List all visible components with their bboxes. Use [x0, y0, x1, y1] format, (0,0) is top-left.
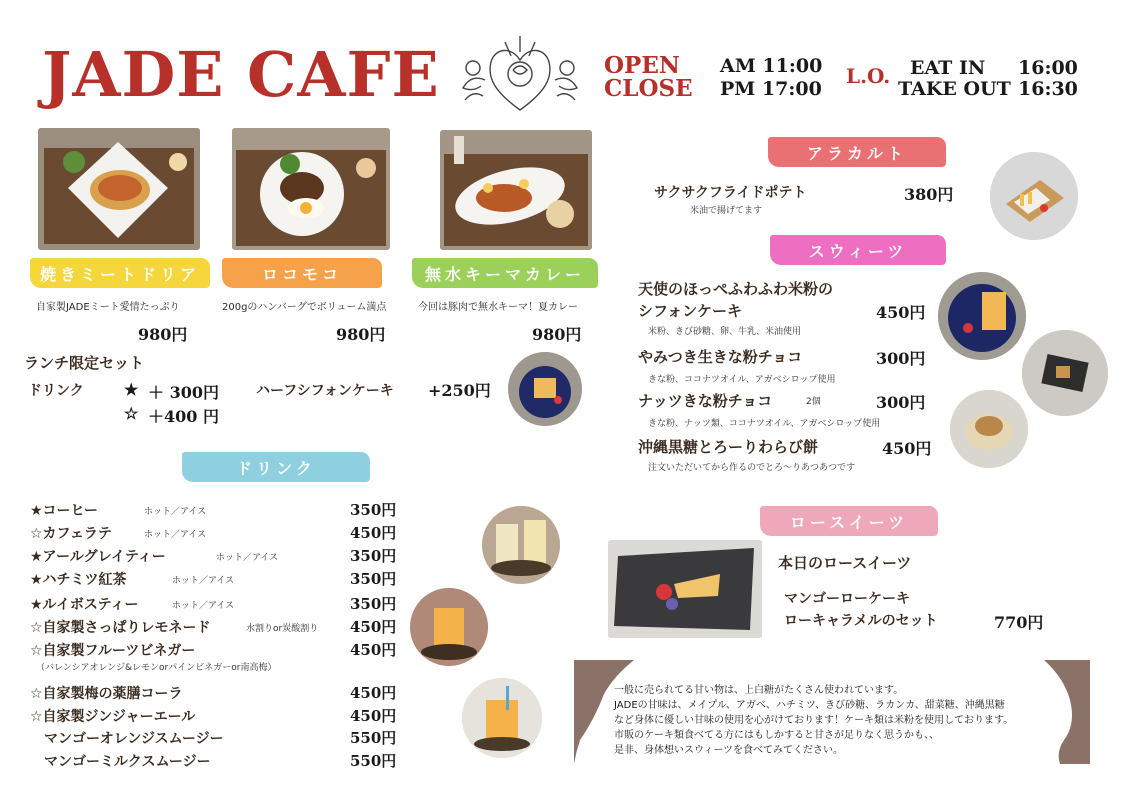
note-line: JADEの甘味は、メイプル、アガベ、ハチミツ、きび砂糖、ラカンカ、甜菜糖、沖縄黒糖 [614, 700, 1005, 711]
note-line: 是非、身体想いスウィーツを食べてみてください。 [614, 745, 843, 756]
raw-sweets-title: ロースイーツ [789, 512, 909, 532]
chiffon-price: 450円 [876, 303, 926, 322]
sweetener-note [614, 683, 1064, 758]
lunch-keema-name: 無水キーマカレー [424, 264, 585, 284]
drink-price: 350円 [350, 570, 397, 588]
close-label: CLOSE [604, 75, 693, 102]
raw-sweets-line1: マンゴーローケーキ [784, 591, 910, 607]
drink-price: 350円 [350, 547, 397, 565]
drink-name: ☆自家製ジンジャーエール [30, 709, 196, 725]
drink-row [30, 749, 400, 771]
drink-price: 350円 [350, 501, 397, 519]
drink-price: 450円 [350, 641, 397, 659]
note-line: など身体に優しい甘味の使用を心がけております！ケーキ類は米粉を使用しております。 [614, 715, 1014, 726]
doria-photo [38, 128, 200, 250]
chiffon-name-line1: 天使のほっぺふわふわ米粉の [638, 280, 834, 298]
drink-row [30, 592, 400, 614]
cafe-brand-title: JADE CAFE [42, 38, 440, 111]
drink-price: 550円 [350, 752, 397, 770]
drink-row [30, 704, 400, 726]
fried-potato-price: 380円 [904, 185, 954, 204]
drink-type: ホット／アイス [216, 553, 279, 563]
fried-potato-name: サクサクフライドポテト [654, 185, 807, 201]
drink-price: 450円 [350, 707, 397, 725]
raw-sweets-line2: ローキャラメルのセット [784, 613, 938, 629]
fried-potato-photo [990, 152, 1078, 240]
vinegar-flavor-note: （バレンシアオレンジ&レモンorパインビネガーor南高梅） [36, 663, 277, 673]
sweets-title: スウィーツ [808, 241, 908, 261]
black-star-plus-price: ＋ 300円 [148, 383, 219, 402]
note-line: 市販のケーキ類食べてる方にはもしかすると甘さが足りなく思うかも、、 [614, 730, 939, 741]
lunch-locomoco-price: 980円 [336, 325, 386, 344]
drink-name: マンゴーオレンジスムージー [44, 731, 224, 747]
lunch-doria-price: 980円 [138, 325, 188, 344]
lunch-locomoco-name: ロコモコ [261, 264, 342, 284]
lunch-keema-banner [412, 258, 598, 288]
half-chiffon-label: ハーフシフォンケーキ [256, 383, 394, 399]
alacarte-banner [768, 137, 946, 167]
lunch-keema-desc: 今回は豚肉で無水キーマ！夏カレー [418, 302, 578, 313]
lunch-set-drink-label: ドリンク [28, 383, 84, 399]
fried-potato-note: 米油で揚げてます [690, 206, 763, 216]
note-line: 一般に売られてる甘い物は、上白糖がたくさん使われています。 [614, 685, 904, 696]
drink-name: ★アールグレイティー [30, 549, 166, 565]
raw-sweets-today: 本日のロースイーツ [778, 554, 912, 572]
drink-row [30, 681, 400, 703]
drink-name: ★ルイボスティー [30, 597, 139, 613]
warabi-mochi-photo [950, 390, 1028, 468]
keema-curry-photo [440, 130, 592, 250]
black-star-mark: ★ [124, 380, 139, 399]
drink-price: 450円 [350, 684, 397, 702]
white-star-mark: ☆ [124, 404, 139, 423]
warabi-mochi-note: 注文いただいてから作るのでとろ～りあつあつです [648, 463, 856, 473]
drink-name: ☆カフェラテ [30, 526, 112, 542]
drink-section-title: ドリンク [236, 458, 316, 478]
lunch-doria-name: 焼きミートドリア [39, 264, 200, 284]
warabi-mochi-name: 沖縄黒糖とろーりわらび餅 [638, 438, 819, 456]
nuts-choco-count: 2個 [806, 397, 821, 407]
drink-row [30, 498, 400, 520]
drink-name: ☆自家製さっぱりレモネード [30, 620, 211, 636]
raw-sweets-banner [760, 506, 938, 536]
eat-in-label: EAT IN [910, 57, 986, 79]
drink-name: ★ハチミツ紅茶 [30, 572, 127, 588]
drink-price: 450円 [350, 524, 397, 542]
take-out-time: 16:30 [1018, 78, 1078, 100]
drink-type: ホット／アイス [144, 507, 207, 517]
kinako-choco-note: きな粉、ココナツオイル、アガベシロップ使用 [648, 375, 836, 385]
drink-price: 450円 [350, 618, 397, 636]
open-label: OPEN [604, 52, 680, 79]
sweets-banner [770, 235, 946, 265]
lunch-doria-banner [30, 258, 210, 288]
alacarte-title: アラカルト [806, 143, 907, 163]
half-chiffon-photo [508, 352, 582, 426]
drink-row [30, 544, 400, 566]
drink-name: ★コーヒー [30, 503, 98, 519]
vinegar-drink-photo [410, 588, 488, 666]
drink-name: ☆自家製梅の薬膳コーラ [30, 686, 183, 702]
half-chiffon-price: +250円 [428, 381, 491, 400]
drink-type: ホット／アイス [172, 601, 235, 611]
kinako-choco-photo [1022, 330, 1108, 416]
drink-price: 550円 [350, 729, 397, 747]
raw-sweets-photo [608, 540, 762, 638]
drink-row [30, 567, 400, 589]
open-time: AM 11:00 [720, 55, 823, 77]
drink-price: 350円 [350, 595, 397, 613]
kinako-choco-price: 300円 [876, 349, 926, 368]
raw-sweets-price: 770円 [994, 613, 1044, 632]
eat-in-time: 16:00 [1018, 57, 1078, 79]
lunch-doria-desc: 自家製JADEミート愛情たっぷり [36, 302, 180, 313]
white-star-plus-price: ＋400 円 [148, 407, 219, 426]
drink-type: 水割りor炭酸割り [246, 624, 319, 634]
drink-row [30, 521, 400, 543]
warabi-mochi-price: 450円 [882, 439, 932, 458]
kinako-choco-name: やみつき生きな粉チョコ [638, 348, 803, 366]
lunch-set-title: ランチ限定セット [24, 354, 145, 372]
take-out-label: TAKE OUT [898, 78, 1011, 100]
chiffon-cake-photo [938, 272, 1026, 360]
nuts-choco-note: きな粉、ナッツ類、ココナツオイル、アガベシロップ使用 [648, 419, 881, 429]
drink-row [30, 726, 400, 748]
drink-section-banner [182, 452, 370, 482]
chiffon-name-line2: シフォンケーキ [638, 302, 742, 320]
chiffon-note: 米粉、きび砂糖、卵、牛乳、米油使用 [648, 327, 802, 337]
nuts-choco-price: 300円 [876, 393, 926, 412]
lunch-locomoco-banner [222, 258, 382, 288]
drink-type: ホット／アイス [172, 576, 235, 586]
lunch-locomoco-desc: 200gのハンバーグでボリューム満点 [222, 302, 387, 313]
last-order-label: L.O. [846, 64, 891, 88]
locomoco-photo [232, 128, 390, 250]
mango-smoothie-photo [462, 678, 542, 758]
drink-name: ☆自家製フルーツビネガー [30, 643, 196, 659]
drink-name: マンゴーミルクスムージー [44, 754, 211, 770]
drink-row [30, 615, 400, 637]
lemonade-photo [482, 506, 560, 584]
drink-row [30, 638, 400, 660]
close-time: PM 17:00 [720, 78, 822, 100]
nuts-choco-name: ナッツきな粉チョコ [638, 392, 773, 410]
heart-emblem-icon [455, 30, 585, 118]
lunch-keema-price: 980円 [532, 325, 582, 344]
drink-type: ホット／アイス [144, 530, 207, 540]
